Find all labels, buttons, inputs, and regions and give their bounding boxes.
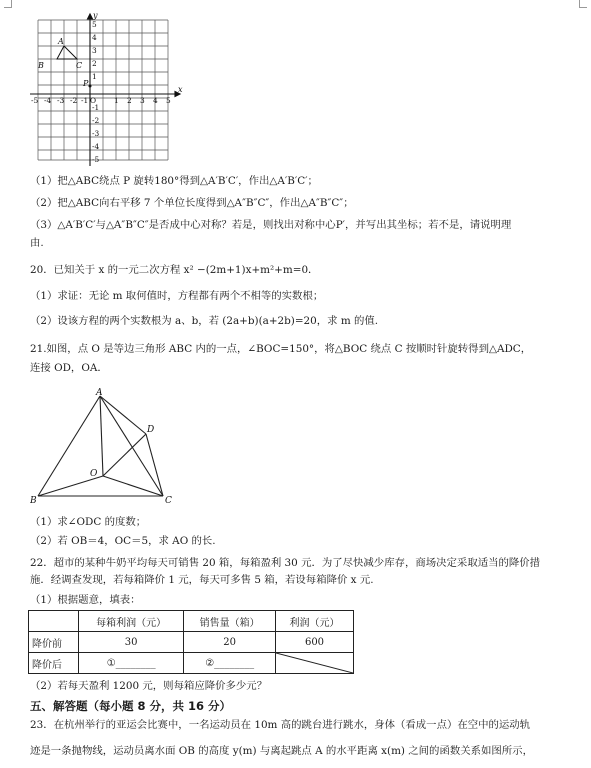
y-tick-label: -1 <box>92 103 100 112</box>
point-label-o: O <box>90 469 98 479</box>
q23-stem-line2: 迹是一条抛物线，运动员离水面 OB 的高度 y(m) 与离起跳点 A 的水平距离 x(m) 之间的函数关系如图所示， <box>30 745 533 757</box>
coordinate-grid-figure <box>28 10 188 170</box>
q22-part2: （2）若每天盈利 1200 元，则每箱应降价多少元？ <box>30 680 268 692</box>
q21-stem-line1: 21.如图，点 O 是等边三角形 ABC 内的一点，∠BOC=150°，将△BOC 绕点 C 按顺时针旋转得到△ADC， <box>30 343 532 355</box>
y-tick-label: 3 <box>92 46 97 55</box>
x-tick-label: -5 <box>31 96 39 105</box>
q22-stem-line1: 22．超市的某种牛奶平均每天可销售 20 箱，每箱盈利 30 元．为了尽快减少库存，商场决定采取适当的降价措 <box>30 557 541 569</box>
axes <box>30 14 180 166</box>
q23-stem-line1: 23．在杭州举行的亚运会比赛中，一名运动员在 10m 高的跳台进行跳水，身体（看成一点）在空中的运动轨 <box>30 719 531 731</box>
point-label-b: B <box>30 496 37 506</box>
point-label-a: A <box>96 388 103 398</box>
table-cell-blank-1: ①________ <box>79 653 184 674</box>
x-tick-label: 2 <box>127 96 132 105</box>
y-tick-label: -5 <box>92 155 100 164</box>
y-tick-label: -4 <box>92 142 100 151</box>
q20-part1: （1）求证：无论 m 取何值时，方程都有两个不相等的实数根； <box>30 290 324 302</box>
triangle-abc <box>57 46 77 59</box>
table-header-cell: 销售量（箱） <box>184 611 276 632</box>
y-tick-label: 2 <box>92 59 97 68</box>
triangle-rotation-figure <box>30 388 190 506</box>
point-label-d: D <box>147 425 155 435</box>
table-header-cell: 每箱利润（元） <box>79 611 184 632</box>
q21-part1: （1）求∠ODC 的度数； <box>30 516 147 528</box>
table-header-cell: 利润（元） <box>276 611 354 632</box>
table-cell: 600 <box>276 632 354 653</box>
q20-stem: 20．已知关于 x 的一元二次方程 x² −(2m+1)x+m²+m=0． <box>30 264 319 276</box>
q20-part2: （2）设该方程的两个实数根为 a、b，若 (2a+b)(a+2b)=20，求 m 的值. <box>30 315 379 327</box>
q19-part3: （3）△A′B′C′与△A″B″C″是否成中心对称？若是，则找出对称中心P′，并写出其坐标；若不是，请说明理 <box>30 219 512 231</box>
point-label-b: B <box>38 61 44 70</box>
q21-stem-line2: 连接 OD，OA． <box>30 362 108 374</box>
y-axis-label: y <box>93 11 98 20</box>
x-tick-labels <box>31 96 171 105</box>
y-tick-label: -3 <box>92 129 100 138</box>
table-cell: 降价后 <box>29 653 79 674</box>
x-axis-label: x <box>178 85 183 94</box>
diagonal-line <box>276 653 353 673</box>
y-tick-label: -2 <box>92 116 100 125</box>
table-cell: 降价前 <box>29 632 79 653</box>
x-tick-label: O <box>90 96 97 105</box>
table-header-row <box>29 611 354 632</box>
x-tick-label: 5 <box>166 96 171 105</box>
table-cell-blank-2: ②________ <box>184 653 276 674</box>
x-tick-label: 4 <box>153 96 158 105</box>
q21-part2: （2）若 OB＝4，OC＝5，求 AO 的长. <box>30 535 216 547</box>
table-cell-diagonal <box>276 653 354 674</box>
q22-part1: （1）根据题意，填表： <box>30 594 141 606</box>
y-tick-label: 5 <box>92 20 97 29</box>
corner-mark-top-left <box>4 0 12 8</box>
point-label-c: C <box>76 61 83 70</box>
figure-lines <box>38 396 163 496</box>
x-tick-label: 1 <box>114 96 119 105</box>
corner-mark-top-right <box>579 0 587 8</box>
x-tick-label: 3 <box>140 96 145 105</box>
table-header-cell <box>29 611 79 632</box>
table-cell: 20 <box>184 632 276 653</box>
x-tick-label: -2 <box>70 96 78 105</box>
q19-part2: （2）把△ABC向右平移 7 个单位长度得到△A″B″C″，作出△A″B″C″； <box>30 197 354 209</box>
q22-stem-line2: 施．经调查发现，若每箱降价 1 元，每天可多售 5 箱，若设每箱降价 x 元. <box>30 574 374 586</box>
pricing-table <box>28 610 354 674</box>
point-label-p: P <box>83 79 89 88</box>
q19-part1: （1）把△ABC绕点 P 旋转180°得到△A′B′C′，作出△A′B′C′； <box>30 175 318 187</box>
x-tick-label: -4 <box>44 96 52 105</box>
x-tick-label: -3 <box>57 96 65 105</box>
q19-part3-cont: 由. <box>30 237 44 249</box>
table-row <box>29 653 354 674</box>
point-label-c: C <box>165 496 172 506</box>
table-cell: 30 <box>79 632 184 653</box>
point-p <box>89 85 92 88</box>
y-tick-labels <box>92 20 99 164</box>
table-row <box>29 632 354 653</box>
y-tick-label: 4 <box>92 33 97 42</box>
section-title: 五、解答题（每小题 8 分，共 16 分） <box>30 699 232 713</box>
x-tick-label: -1 <box>81 96 89 105</box>
y-tick-label: 1 <box>92 72 97 81</box>
point-label-a: A <box>58 37 64 46</box>
